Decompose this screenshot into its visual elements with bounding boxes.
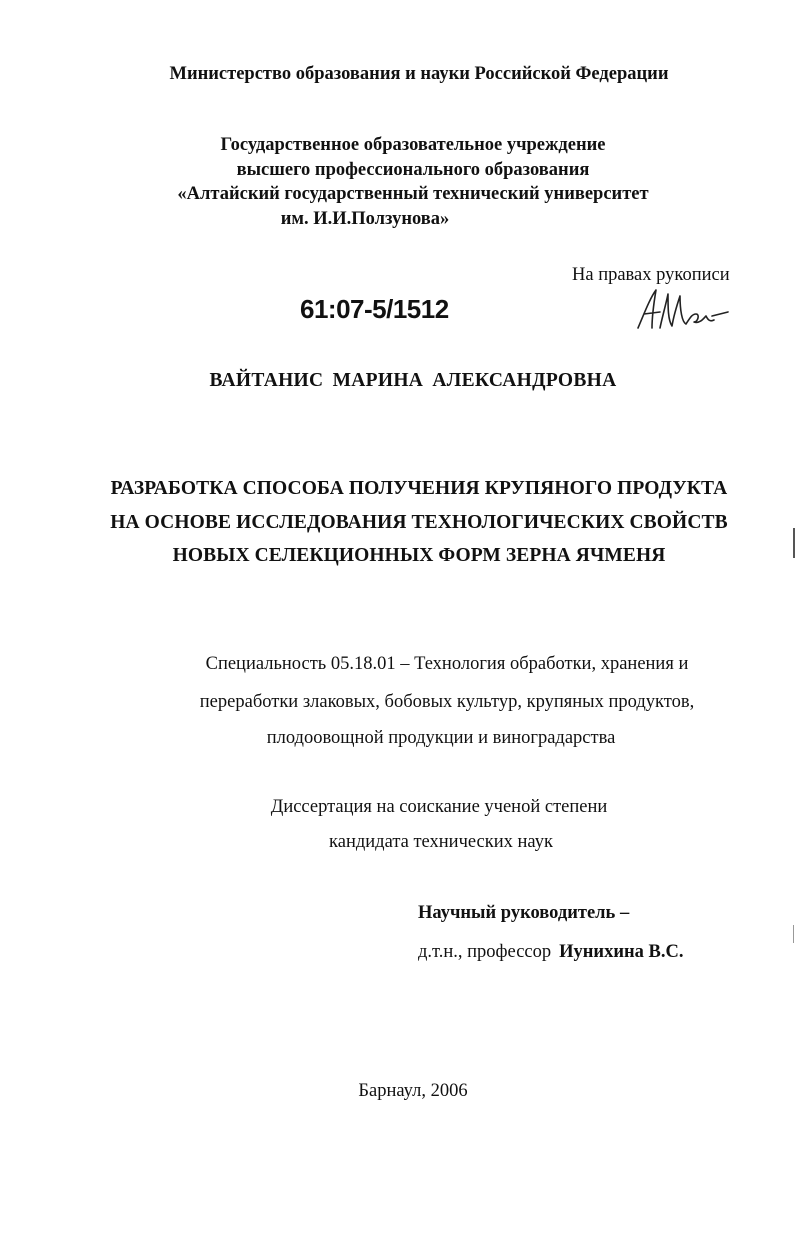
thesis-title-line-2: НА ОСНОВЕ ИССЛЕДОВАНИЯ ТЕХНОЛОГИЧЕСКИХ СВОЙСТВ [110,512,728,533]
institution-line-4: им. И.И.Ползунова» [280,209,450,229]
institution-line-2: высшего профессионального образования [236,160,590,180]
thesis-title-line-3: НОВЫХ СЕЛЕКЦИОННЫХ ФОРМ ЗЕРНА ЯЧМЕНЯ [172,545,666,566]
thesis-title-line-1: РАЗРАБОТКА СПОСОБА ПОЛУЧЕНИЯ КРУПЯНОГО ПРОДУКТА [110,478,728,499]
institution-line-3: «Алтайский государственный технический университет [177,184,649,204]
specialty-line-2: переработки злаковых, бобовых культур, крупяных продуктов, [199,692,695,712]
supervisor-label: Научный руководитель – [418,903,630,923]
institution-line-1: Государственное образовательное учреждение [220,135,606,155]
manuscript-rights-note: На правах рукописи [572,265,730,285]
author-name: ВАЙТАНИС МАРИНА АЛЕКСАНДРОВНА [209,370,617,391]
supervisor-line [418,942,683,963]
catalog-number-stamp: 61:07-5/1512 [300,294,449,324]
handwritten-signature [630,284,730,336]
dissertation-line-1: Диссертация на соискание ученой степени [270,797,608,817]
dissertation-line-2: кандидата технических наук [329,832,553,852]
supervisor-name: Иунихина В.С. [559,942,684,962]
scan-edge-mark [793,925,794,943]
supervisor-degree: д.т.н., профессор [418,942,552,962]
place-and-year: Барнаул, 2006 [358,1081,468,1101]
specialty-line-3: плодоовощной продукции и виноградарства [266,728,616,748]
specialty-line-1: Специальность 05.18.01 – Технология обработки, хранения и [205,654,689,674]
scan-edge-mark [793,528,795,558]
ministry-name: Министерство образования и науки Российской Федерации [169,64,669,84]
